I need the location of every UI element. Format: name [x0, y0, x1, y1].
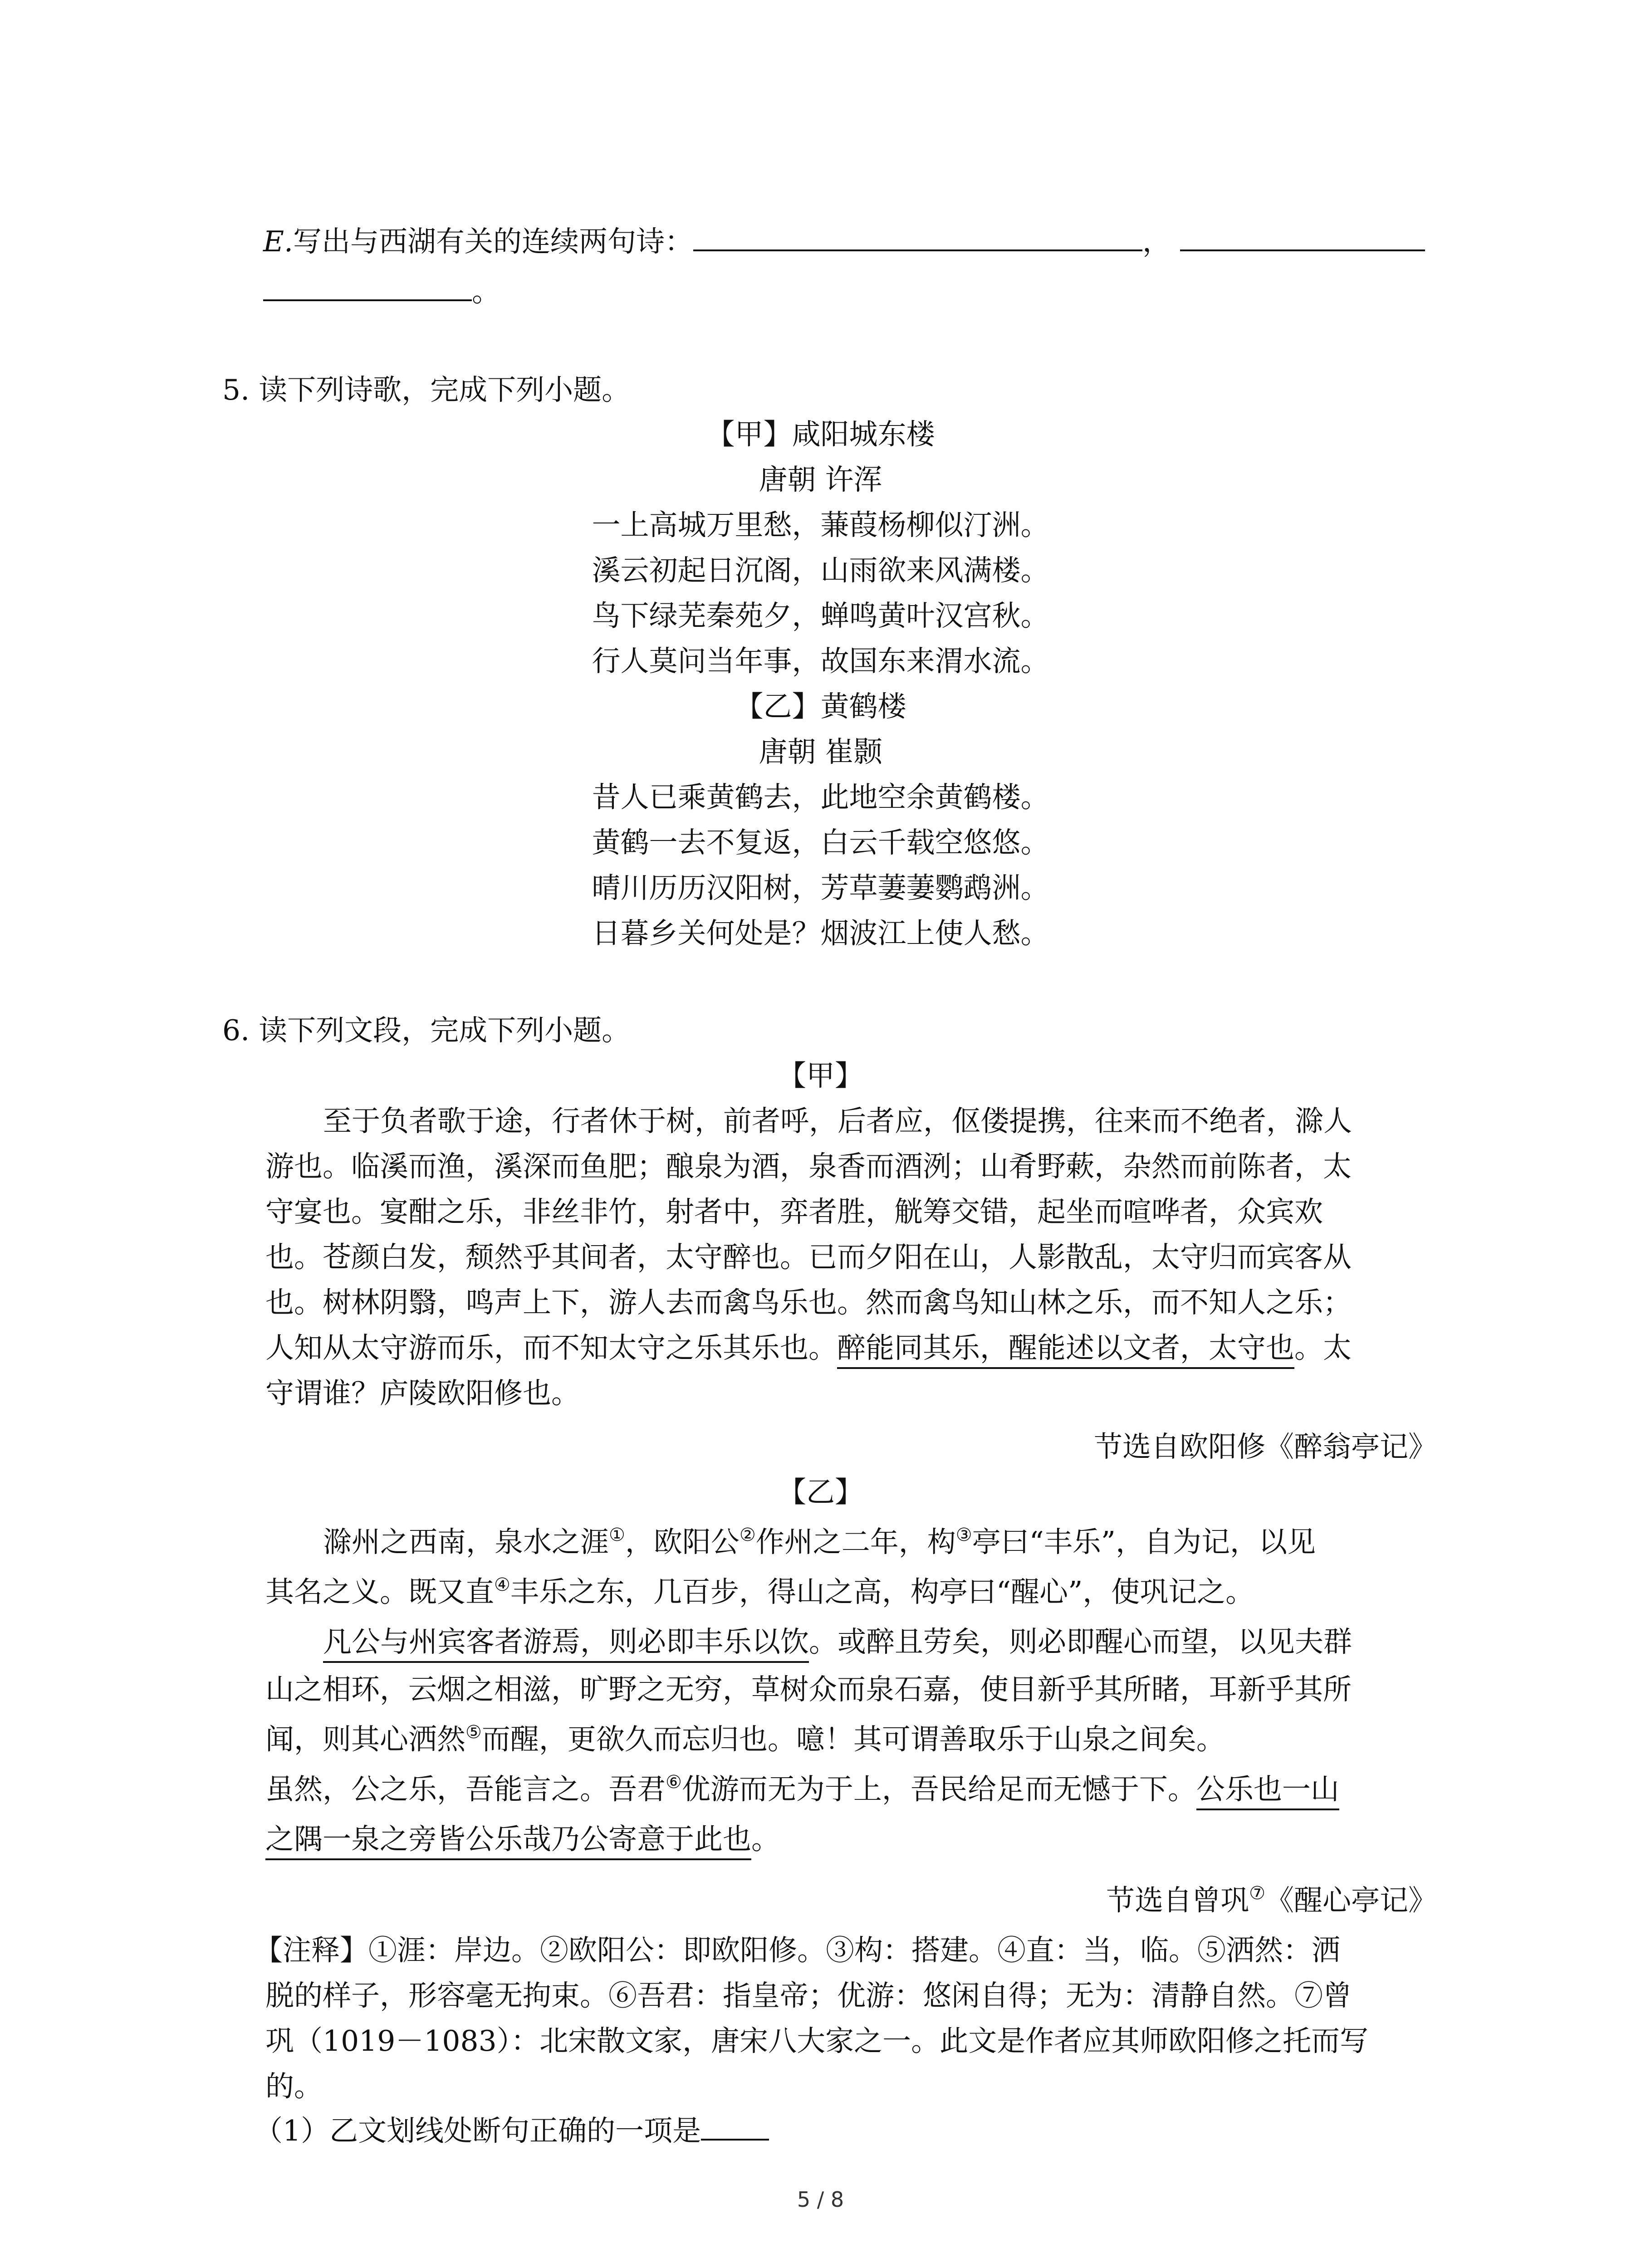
- poem1-line-1: 一上高城万里愁，蒹葭杨柳似汀洲。: [592, 508, 1049, 542]
- note-ref-5: ⑤: [465, 1722, 482, 1743]
- yi-line-4: 山之相环，云烟之相滋，旷野之无穷，草树众而泉石嘉，使目新乎其所睹，耳新乎其所: [265, 1673, 1352, 1706]
- q4e-prefix: E.: [263, 225, 294, 258]
- jia-line-2: 游也。临溪而渔，溪深而鱼肥；酿泉为酒，泉香而酒洌；山肴野蔌，杂然而前陈者，太: [265, 1150, 1352, 1183]
- yi-line-5: 闻，则其心洒然⑤而醒，更欲久而忘归也。噫！其可谓善取乐于山泉之间矣。: [265, 1722, 1225, 1756]
- yi-label: 【乙】: [778, 1476, 863, 1509]
- q4e-line-1: E.写出与西湖有关的连续两句诗： ，: [263, 222, 1425, 260]
- underlined-sentence-yi-2b: 之隅一泉之旁皆公乐哉乃公寄意于此也: [265, 1823, 751, 1860]
- answer-blank-1[interactable]: [693, 222, 1142, 251]
- answer-blank-2[interactable]: [1180, 222, 1425, 251]
- jia-line-5: 也。树林阴翳，鸣声上下，游人去而禽鸟乐也。然而禽鸟知山林之乐，而不知人之乐；: [265, 1286, 1352, 1319]
- poem1-line-2: 溪云初起日沉阁，山雨欲来风满楼。: [592, 554, 1049, 587]
- jia-line-3: 守宴也。宴酣之乐，非丝非竹，射者中，弈者胜，觥筹交错，起坐而喧哗者，众宾欢: [265, 1195, 1323, 1228]
- q4e-text: 写出与西湖有关的连续两句诗：: [293, 225, 694, 258]
- jia-line-4: 也。苍颜白发，颓然乎其间者，太守醉也。已而夕阳在山，人影散乱，太守归而宾客从: [265, 1241, 1352, 1274]
- poem1-title: 【甲】咸阳城东楼: [706, 418, 935, 451]
- yi-line-7: 之隅一泉之旁皆公乐哉乃公寄意于此也。: [265, 1821, 780, 1857]
- q6-heading: 6. 读下列文段，完成下列小题。: [222, 1014, 631, 1047]
- underlined-sentence-jia: 醉能同其乐，醒能述以文者，太守也: [837, 1331, 1294, 1369]
- poem2-title: 【乙】黄鹤楼: [735, 690, 906, 723]
- jia-source: 节选自欧阳修《醉翁亭记》: [1094, 1430, 1437, 1463]
- underlined-sentence-yi-1: 凡公与州宾客者游焉，则必即丰乐以饮: [323, 1625, 809, 1663]
- sub-question-1: （1）乙文划线处断句正确的一项是: [254, 2112, 769, 2149]
- answer-blank-3[interactable]: [263, 272, 472, 301]
- note-ref-7: ⑦: [1249, 1883, 1265, 1904]
- answer-blank-sub1[interactable]: [701, 2112, 769, 2141]
- page-number: 5 / 8: [797, 2187, 844, 2212]
- note-ref-2: ②: [739, 1525, 756, 1545]
- yi-line-1: 滁州之西南，泉水之涯①，欧阳公②作州之二年，构③亭曰“丰乐”，自为记，以见: [323, 1525, 1316, 1559]
- note-ref-3: ③: [955, 1525, 972, 1545]
- note-ref-6: ⑥: [666, 1772, 682, 1793]
- jia-line-6: 人知从太守游而乐，而不知太守之乐其乐也。醉能同其乐，醒能述以文者，太守也。太: [265, 1330, 1352, 1366]
- poem2-line-1: 昔人已乘黄鹤去，此地空余黄鹤楼。: [592, 781, 1049, 814]
- poem2-line-3: 晴川历历汉阳树，芳草萋萋鹦鹉洲。: [592, 871, 1049, 904]
- note-ref-4: ④: [494, 1574, 510, 1595]
- poem2-line-4: 日暮乡关何处是？烟波江上使人愁。: [592, 917, 1049, 950]
- poem1-author: 唐朝 许浑: [759, 463, 882, 496]
- notes-line-2: 脱的样子，形容毫无拘束。⑥吾君：指皇帝；优游：悠闲自得；无为：清静自然。⑦曾: [265, 1979, 1352, 2012]
- q4e-line-2: 。: [263, 272, 500, 310]
- poem1-line-4: 行人莫问当年事，故国东来渭水流。: [592, 645, 1049, 678]
- jia-line-7: 守谓谁？庐陵欧阳修也。: [265, 1377, 580, 1410]
- poem1-line-3: 鸟下绿芜秦苑夕，蝉鸣黄叶汉宫秋。: [592, 599, 1049, 632]
- yi-line-3: 凡公与州宾客者游焉，则必即丰乐以饮。或醉且劳矣，则必即醒心而望，以见夫群: [323, 1624, 1352, 1660]
- yi-source: 节选自曾巩⑦《醒心亭记》: [1106, 1883, 1437, 1917]
- yi-line-6: 虽然，公之乐，吾能言之。吾君⑥优游而无为于上，吾民给足而无憾于下。公乐也一山: [265, 1771, 1339, 1808]
- underlined-sentence-yi-2a: 公乐也一山: [1196, 1773, 1339, 1810]
- note-ref-1: ①: [609, 1525, 625, 1545]
- poem2-line-2: 黄鹤一去不复返，白云千载空悠悠。: [592, 826, 1049, 859]
- notes-line-3: 巩（1019－1083）：北宋散文家，唐宋八大家之一。此文是作者应其师欧阳修之托而写: [265, 2024, 1369, 2058]
- notes-line-1: 【注释】①涯：岸边。②欧阳公：即欧阳修。③构：搭建。④直：当，临。⑤洒然：洒: [254, 1934, 1340, 1967]
- jia-label: 【甲】: [778, 1059, 863, 1092]
- jia-line-1: 至于负者歌于途，行者休于树，前者呼，后者应，伛偻提携，往来而不绝者，滁人: [323, 1105, 1352, 1138]
- yi-line-2: 其名之义。既又直④丰乐之东，几百步，得山之高，构亭曰“醒心”，使巩记之。: [265, 1574, 1254, 1608]
- poem2-author: 唐朝 崔颢: [759, 735, 882, 768]
- q5-heading: 5. 读下列诗歌，完成下列小题。: [222, 373, 631, 406]
- notes-line-4: 的。: [265, 2070, 323, 2103]
